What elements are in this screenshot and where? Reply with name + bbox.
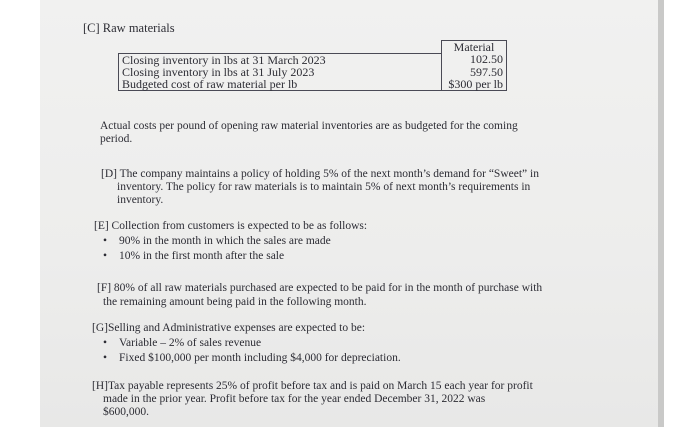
bullet-text: Fixed $100,000 per month including $4,000 for depreciation. [119, 352, 401, 364]
section-g-bullet-2 [103, 352, 401, 365]
bullet-icon: • [103, 352, 108, 364]
section-d-line3: inventory. [117, 194, 164, 206]
section-c-note-line2: period. [100, 133, 133, 145]
table-cell-label: Closing inventory in lbs at 31 March 2023 [119, 53, 442, 66]
section-f-line1: [F] 80% of all raw materials purchased are expected to be paid for in the month of purchase with [97, 282, 543, 294]
bullet-icon: • [103, 235, 108, 247]
section-g-title: [G]Selling and Administrative expenses are expected to be: [92, 322, 366, 334]
bullet-icon: • [103, 250, 108, 262]
table-row [119, 53, 507, 66]
table-row [119, 66, 507, 78]
bullet-icon: • [103, 337, 108, 349]
table-cell-value: 102.50 [442, 53, 507, 66]
table-cell-label: Closing inventory in lbs at 31 July 2023 [119, 66, 442, 78]
section-e-bullet-1 [103, 235, 331, 248]
raw-materials-table [118, 40, 507, 91]
section-h-line1: [H]Tax payable represents 25% of profit before tax and is paid on March 15 each year for profit [92, 380, 533, 392]
section-h-line3: $600,000. [103, 406, 149, 418]
section-c-title: [C] Raw materials [83, 21, 175, 35]
table-cell-value: 597.50 [442, 66, 507, 78]
section-h-line2: made in the prior year. Profit before tax for the year ended December 31, 2022 was [103, 393, 486, 405]
section-f-line2: the remaining amount being paid in the following month. [103, 296, 367, 308]
table-row [119, 78, 507, 91]
table-cell-value: $300 per lb [442, 78, 507, 91]
bullet-text: Variable – 2% of sales revenue [119, 337, 262, 349]
section-c-note-line1: Actual costs per pound of opening raw material inventories are as budgeted for the coming [100, 120, 518, 132]
table-cell-label: Budgeted cost of raw material per lb [119, 78, 442, 91]
background-margin [664, 0, 700, 427]
bullet-text: 90% in the month in which the sales are made [119, 235, 331, 247]
section-d-line1: [D] The company maintains a policy of holding 5% of the next month’s demand for “Sweet” in [101, 168, 539, 180]
table-header-material: Material [442, 41, 507, 54]
section-g-bullet-1 [103, 337, 261, 350]
section-e-bullet-2 [103, 250, 284, 263]
section-d-line2: inventory. The policy for raw materials is to maintain 5% of next month’s requirements in [117, 181, 531, 193]
section-e-title: [E] Collection from customers is expected to be as follows: [94, 220, 368, 232]
bullet-text: 10% in the first month after the sale [119, 250, 285, 262]
